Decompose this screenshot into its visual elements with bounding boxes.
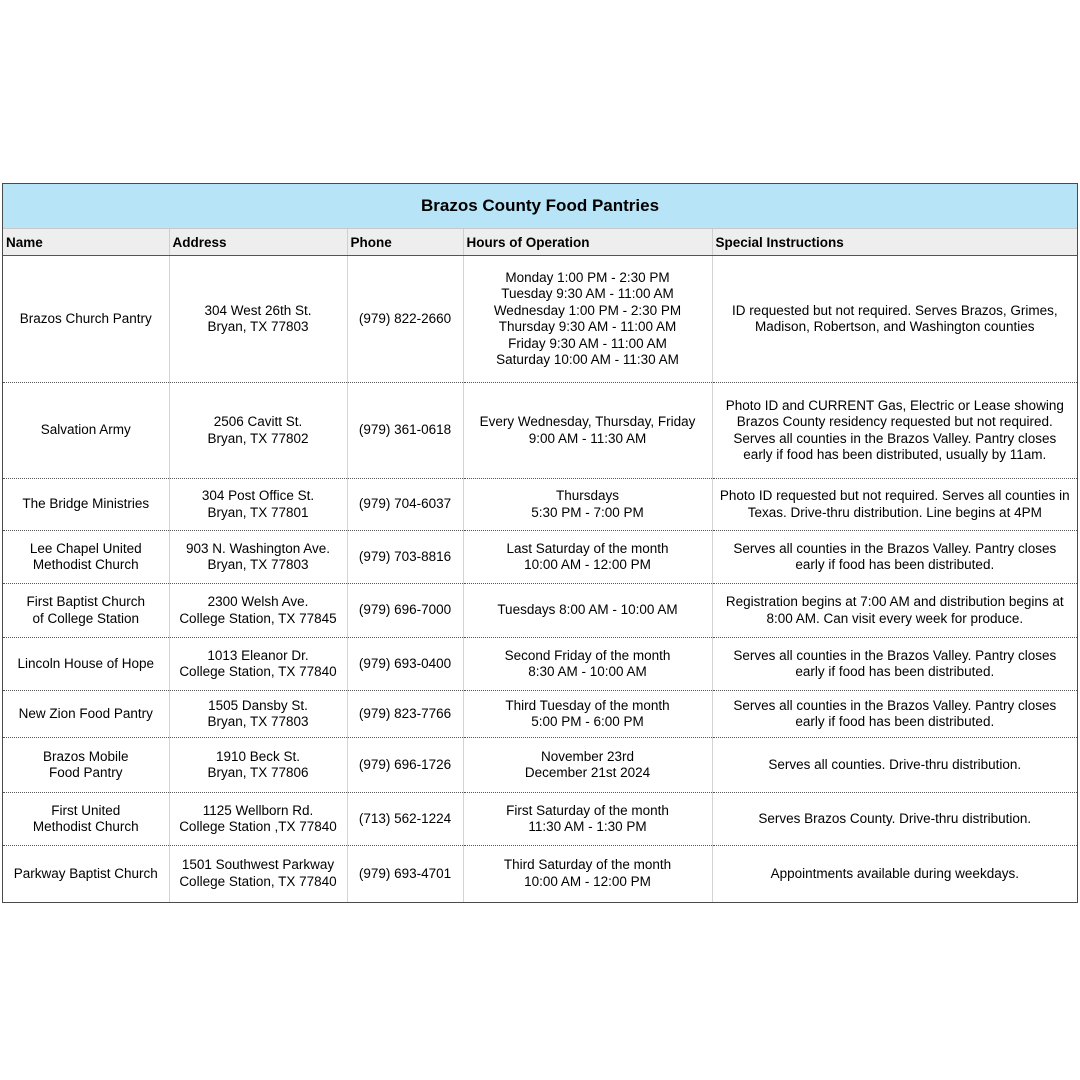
phone-cell: (979) 693-0400: [347, 638, 463, 691]
pantry-name-cell: Lee Chapel United Methodist Church: [3, 531, 169, 584]
phone-cell: (979) 696-1726: [347, 738, 463, 793]
table-title: Brazos County Food Pantries: [3, 184, 1077, 229]
table-row: [3, 793, 1077, 846]
pantry-name-cell: Brazos Church Pantry: [3, 256, 169, 383]
column-header-instructions: Special Instructions: [712, 229, 1077, 256]
instructions-cell: Photo ID requested but not required. Serves all counties in Texas. Drive-thru distribution. Line begins at 4PM: [712, 479, 1077, 531]
hours-cell: November 23rd December 21st 2024: [463, 738, 712, 793]
column-header-name: Name: [3, 229, 169, 256]
hours-cell: Third Tuesday of the month 5:00 PM - 6:00 PM: [463, 691, 712, 738]
instructions-cell: ID requested but not required. Serves Brazos, Grimes, Madison, Robertson, and Washington counties: [712, 256, 1077, 383]
instructions-cell: Serves all counties in the Brazos Valley. Pantry closes early if food has been distributed.: [712, 638, 1077, 691]
table-row: [3, 691, 1077, 738]
pantry-name-cell: New Zion Food Pantry: [3, 691, 169, 738]
address-cell: 1125 Wellborn Rd. College Station ,TX 77840: [169, 793, 347, 846]
address-cell: 1501 Southwest Parkway College Station, TX 77840: [169, 846, 347, 902]
instructions-cell: Serves all counties in the Brazos Valley. Pantry closes early if food has been distributed.: [712, 691, 1077, 738]
table-row: [3, 846, 1077, 902]
column-header-address: Address: [169, 229, 347, 256]
table-row: [3, 479, 1077, 531]
pantry-name-cell: Salvation Army: [3, 383, 169, 479]
phone-cell: (979) 696-7000: [347, 584, 463, 638]
pantry-name-cell: Brazos Mobile Food Pantry: [3, 738, 169, 793]
instructions-cell: Appointments available during weekdays.: [770, 865, 1019, 881]
table-row: [3, 584, 1077, 638]
instructions-cell: Serves all counties in the Brazos Valley. Pantry closes early if food has been distributed.: [712, 531, 1077, 584]
hours-cell: Third Saturday of the month 10:00 AM - 12:00 PM: [463, 846, 712, 902]
phone-cell: (979) 693-4701: [347, 846, 463, 902]
hours-cell: Second Friday of the month 8:30 AM - 10:00 AM: [463, 638, 712, 691]
hours-cell: Thursdays 5:30 PM - 7:00 PM: [463, 479, 712, 531]
address-cell: 1910 Beck St. Bryan, TX 77806: [169, 738, 347, 793]
address-cell: 2300 Welsh Ave. College Station, TX 77845: [169, 584, 347, 638]
table-row: [3, 531, 1077, 584]
phone-cell: (713) 562-1224: [347, 793, 463, 846]
hours-cell: Monday 1:00 PM - 2:30 PM Tuesday 9:30 AM - 11:00 AM Wednesday 1:00 PM - 2:30 PM Thursday 9:30 AM - 11:00 AM Friday 9:30 AM - 11:00 AM Saturday 10:00 AM - 11:30 AM: [463, 256, 712, 383]
phone-cell: (979) 822-2660: [347, 256, 463, 383]
address-cell: 1505 Dansby St. Bryan, TX 77803: [169, 691, 347, 738]
phone-cell: (979) 361-0618: [347, 383, 463, 479]
column-header-hours: Hours of Operation: [463, 229, 712, 256]
header-row: [3, 229, 1077, 256]
spreadsheet-grid: [3, 184, 1077, 902]
pantry-name-cell: First United Methodist Church: [3, 793, 169, 846]
instructions-cell: Serves all counties. Drive-thru distribution.: [712, 738, 1077, 793]
phone-cell: (979) 704-6037: [347, 479, 463, 531]
column-header-phone: Phone: [347, 229, 463, 256]
hours-cell: Every Wednesday, Thursday, Friday 9:00 AM - 11:30 AM: [463, 383, 712, 479]
instructions-cell: Registration begins at 7:00 AM and distribution begins at 8:00 AM. Can visit every week for produce.: [712, 584, 1077, 638]
pantry-name-cell: Parkway Baptist Church: [3, 846, 169, 902]
instructions-cell: Serves Brazos County. Drive-thru distribution.: [712, 793, 1077, 846]
hours-cell: Tuesdays 8:00 AM - 10:00 AM: [463, 584, 712, 638]
pantry-name-cell: The Bridge Ministries: [3, 479, 169, 531]
phone-cell: (979) 703-8816: [347, 531, 463, 584]
address-cell: 1013 Eleanor Dr. College Station, TX 77840: [169, 638, 347, 691]
table-row: [3, 738, 1077, 793]
table-row: [3, 256, 1077, 383]
table-row: [3, 383, 1077, 479]
hours-cell: First Saturday of the month 11:30 AM - 1:30 PM: [463, 793, 712, 846]
hours-cell: Last Saturday of the month 10:00 AM - 12:00 PM: [463, 531, 712, 584]
address-cell: 304 Post Office St. Bryan, TX 77801: [169, 479, 347, 531]
address-cell: 2506 Cavitt St. Bryan, TX 77802: [169, 383, 347, 479]
food-pantry-table: [2, 183, 1078, 903]
address-cell: 903 N. Washington Ave. Bryan, TX 77803: [169, 531, 347, 584]
pantry-name-cell: Lincoln House of Hope: [3, 638, 169, 691]
address-cell: 304 West 26th St. Bryan, TX 77803: [169, 256, 347, 383]
phone-cell: (979) 823-7766: [347, 691, 463, 738]
pantry-name-cell: First Baptist Church of College Station: [3, 584, 169, 638]
instructions-cell: Photo ID and CURRENT Gas, Electric or Lease showing Brazos County residency requested but not required. Serves all counties in the Brazos Valley. Pantry closes early if food has been distributed, usually by 11am.: [712, 383, 1077, 479]
table-row: [3, 638, 1077, 691]
